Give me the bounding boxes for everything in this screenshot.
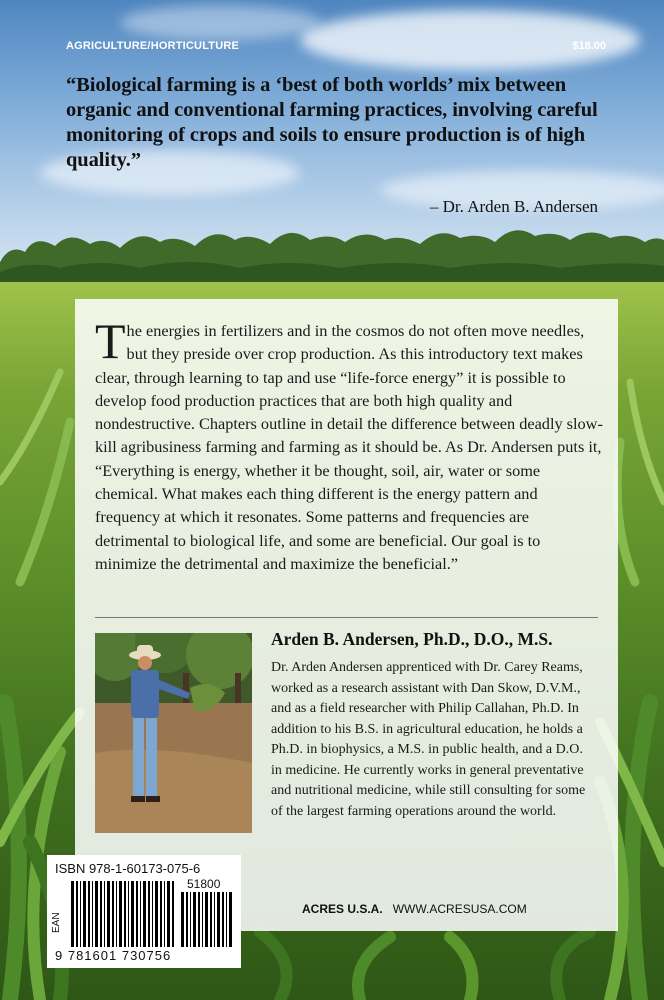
barcode-box: [47, 855, 241, 968]
barcode-bar: [190, 892, 191, 947]
barcode-bar: [131, 881, 134, 947]
barcode-bar: [202, 892, 203, 947]
barcode-bar: [222, 892, 224, 947]
barcode-bar: [217, 892, 220, 947]
drop-cap: T: [95, 313, 126, 369]
barcode-bar: [198, 892, 200, 947]
barcode-bar: [160, 881, 162, 947]
barcode-bar: [83, 881, 86, 947]
barcode-bar: [119, 881, 122, 947]
category-label: AGRICULTURE/HORTICULTURE: [66, 40, 240, 52]
barcode-bar: [95, 881, 98, 947]
barcode-bar: [214, 892, 215, 947]
ean-digits: 9 781601 730756: [55, 948, 172, 963]
divider: [95, 617, 598, 618]
barcode-bar: [128, 881, 129, 947]
ean-label: EAN: [51, 912, 62, 933]
barcode-bar: [229, 892, 232, 947]
barcode-bar: [226, 892, 227, 947]
barcode-bar: [193, 892, 196, 947]
barcode-bar: [186, 892, 188, 947]
ean-barcode: [71, 881, 175, 947]
publisher-line: [302, 902, 527, 916]
book-description: [95, 313, 605, 575]
description-text: he energies in fertilizers and in the cosmos do not often move needles, but they preside over crop production. As this introductory text makes clear, through learning to tap and use “life-force energy” it is possible to develop food production practices that are both high quality and nondestructive. Chapters outline in detail the difference between deadly slow-kill agribusiness farming and farming as it should be. As Dr. Andersen puts it, “Everything is energy, whether it be thought, soil, air, water or some chemical. What makes each thing different is the energy pattern and frequency at which it resonates. Some patterns and frequencies are detrimental to biological life, and some are beneficial. Our goal is to minimize the detrimental and maximize the beneficial.”: [95, 321, 603, 573]
barcode-bar: [140, 881, 141, 947]
quote-author: – Dr. Arden B. Andersen: [429, 197, 598, 216]
author-photo: [95, 633, 252, 833]
cloud: [120, 5, 320, 40]
barcode-bar: [116, 881, 117, 947]
publisher-name: ACRES U.S.A.: [302, 902, 383, 916]
barcode-bar: [71, 881, 74, 947]
author-name: Arden B. Andersen, Ph.D., D.O., M.S.: [271, 629, 553, 649]
addon-barcode: [181, 892, 233, 947]
barcode-bar: [148, 881, 150, 947]
barcode-bar: [76, 881, 78, 947]
barcode-bar: [136, 881, 138, 947]
barcode-bar: [210, 892, 212, 947]
content-panel: [75, 299, 618, 931]
barcode-bar: [107, 881, 110, 947]
addon-number: 51800: [187, 877, 221, 891]
price-label: $18.00: [572, 40, 606, 52]
barcode-bar: [112, 881, 114, 947]
barcode-bar: [172, 881, 174, 947]
isbn-text: ISBN 978-1-60173-075-6: [55, 861, 201, 876]
barcode-bar: [143, 881, 146, 947]
barcode-bar: [92, 881, 93, 947]
barcode-bar: [152, 881, 153, 947]
publisher-website: WWW.ACRESUSA.COM: [392, 902, 527, 916]
barcode-bar: [164, 881, 165, 947]
pull-quote: “Biological farming is a ‘best of both worlds’ mix between organic and conventional farming practices, involving careful monitoring of crops and soils to ensure production is of high quality.”: [66, 74, 598, 171]
author-bio: Dr. Arden Andersen apprenticed with Dr. Carey Reams, worked as a research assistant with Dan Skow, D.V.M., and as a field researcher with Philip Callahan, Ph.D. In addition to his B.S. in agricultural education, he holds a Ph.D. in biophysics, a M.S. in public health, and a D.O. in medicine. He currently works in general preventative and nutritional medicine, while still consulting for some of the largest farming operations around the world.: [271, 660, 586, 819]
barcode-bar: [155, 881, 158, 947]
barcode-bar: [181, 892, 184, 947]
barcode-bar: [124, 881, 126, 947]
barcode-bar: [80, 881, 81, 947]
barcode-bar: [100, 881, 102, 947]
barcode-bar: [104, 881, 105, 947]
barcode-bar: [167, 881, 170, 947]
barcode-bar: [205, 892, 208, 947]
barcode-bar: [88, 881, 90, 947]
